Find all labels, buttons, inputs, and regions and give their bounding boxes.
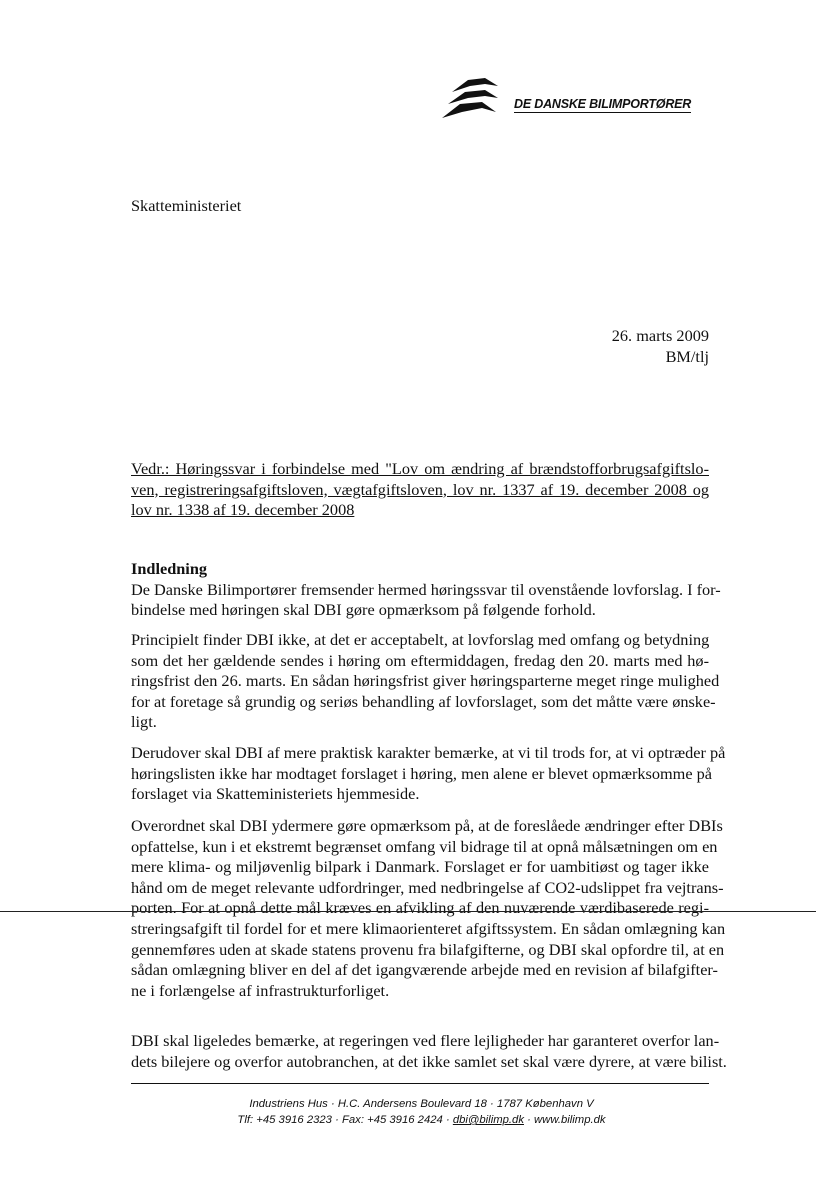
footer-website[interactable]: · www.bilimp.dk — [527, 1114, 606, 1126]
paragraph-line: streringsafgift til fordel for et mere klimaorienteret afgiftssystem. En sådan omlægning kan — [131, 918, 726, 938]
paragraph-line: mere klima- og miljøvenlig bilpark i Danmark. Forslaget er for uambitiøst og tager ikke — [131, 857, 709, 877]
paragraph-line: forslaget via Skatteministeriets hjemmeside. — [131, 784, 420, 804]
paragraph-line: bindelse med høringen skal DBI gøre opmærksom på følgende forhold. — [131, 600, 596, 620]
letter-reference: BM/tlj — [665, 346, 709, 366]
paragraph-line: som det her gældende sendes i høring om eftermiddagen, fredag den 20. marts med hø- — [131, 650, 709, 670]
paragraph-line: De Danske Bilimportører fremsender hermed høringssvar til ovenstående lovforslag. I for- — [131, 579, 721, 599]
paragraph-line: ringsfrist den 26. marts. En sådan høringsfrist giver høringsparterne meget ringe mulighed — [131, 671, 720, 691]
footer-email-link[interactable]: dbi@bilimp.dk — [452, 1114, 524, 1126]
subject-line-text: ven, registreringsafgiftsloven, vægtafgiftsloven, lov nr. 1337 af 19. december 2008 og — [131, 479, 709, 499]
subject-line — [131, 459, 709, 521]
paragraph-line: for at foretage så grundig og seriøs behandling af lovforslaget, som det måtte være ønske- — [131, 691, 716, 711]
intro-section — [131, 559, 721, 621]
section-heading: Indledning — [131, 559, 208, 578]
scan-artifact-line — [0, 911, 816, 912]
paragraph-line: hånd om de meget relevante udfordringer, med nedbringelse af CO2-udslippet fra vejtrans- — [131, 877, 724, 897]
paragraph-line: sådan omlægning bliver en del af det igangværende arbejde med en revision af bilafgifter- — [131, 960, 718, 980]
paragraph — [131, 630, 720, 733]
paragraph-line: ne i forlængelse af infrastrukturforliget. — [131, 980, 390, 1000]
paragraph-line: gennemføres uden at skade statens provenu fra bilafgifterne, og DBI skal opfordre til, at en — [131, 939, 725, 959]
footer-contact — [27, 1112, 816, 1128]
paragraph — [131, 1031, 727, 1072]
footer-address: Industriens Hus · H.C. Andersens Boulevard 18 · 1787 København V — [249, 1098, 594, 1110]
car-stack-logo-icon — [440, 72, 510, 122]
letter-date: 26. marts 2009 — [611, 326, 709, 345]
subject-line-text: Vedr.: Høringssvar i forbindelse med "Lov om ændring af brændstofforbrugsafgiftslo- — [131, 459, 709, 478]
paragraph — [131, 743, 726, 805]
logo-text: DE DANSKE BILIMPORTØRER — [514, 97, 692, 111]
date-block — [612, 326, 709, 367]
footer-phone-fax: Tlf: +45 3916 2323 · Fax: +45 3916 2424 · — [237, 1114, 450, 1126]
recipient: Skatteministeriet — [131, 196, 242, 215]
paragraph-line: porten. For at opnå dette mål kræves en afvikling af den nuværende værdibaserede regi- — [131, 898, 709, 918]
paragraph-line: opfattelse, kun i et ekstremt begrænset omfang vil bidrage til at opnå målsætningen om en — [131, 836, 718, 856]
paragraph-line: høringslisten ikke har modtaget forslaget i høring, men alene er blevet opmærksomme på — [131, 763, 712, 783]
paragraph-line: DBI skal ligeledes bemærke, at regeringen ved flere lejligheder har garanteret overfor lan- — [131, 1031, 720, 1050]
paragraph-line: dets bilejere og overfor autobranchen, at det ikke samlet set skal være dyrere, at være bilist. — [131, 1051, 727, 1071]
footer — [0, 1096, 816, 1128]
subject-line-text: lov nr. 1338 af 19. december 2008 — [131, 500, 355, 520]
paragraph-line: Overordnet skal DBI ydermere gøre opmærksom på, at de foreslåede ændringer efter DBIs — [131, 816, 723, 835]
paragraph — [131, 816, 726, 1001]
paragraph-line: Principielt finder DBI ikke, at det er acceptabelt, at lovforslag med omfang og betydning — [131, 630, 710, 649]
footer-divider — [131, 1083, 709, 1084]
company-logo — [440, 72, 715, 122]
paragraph-line: ligt. — [131, 712, 157, 732]
paragraph-line: Derudover skal DBI af mere praktisk karakter bemærke, at vi til trods for, at vi optræder på — [131, 743, 726, 762]
